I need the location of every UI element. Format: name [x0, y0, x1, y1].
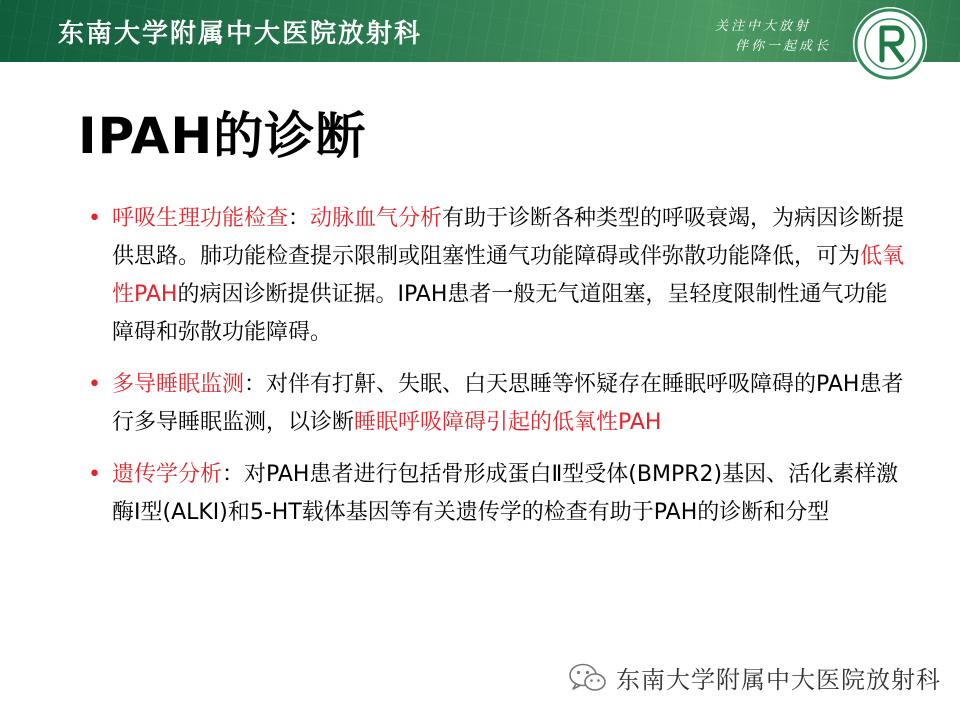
bullet-dot-icon: • — [88, 462, 101, 487]
wechat-icon — [568, 662, 608, 694]
footer-text: 东南大学附属中大医院放射科 — [616, 666, 941, 694]
header-motto-line2: 伴你一起成长 — [735, 39, 832, 54]
header-motto-line1: 关注中大放射 — [715, 19, 812, 34]
bullet-text-segment: ：对PAH患者进行包括骨形成蛋白Ⅱ型受体(BMPR2)基因、活化素样激酶Ⅰ型(ALKI)和5-HT载体基因等有关遗传学的检查有助于PAH的诊断和分型 — [112, 462, 899, 525]
header-title: 东南大学附属中大医院放射科 — [58, 19, 423, 49]
footer-watermark — [568, 660, 941, 695]
bullet-text-segment: 多导睡眠监测 — [112, 372, 245, 397]
hospital-logo-icon — [850, 4, 930, 84]
bullet-dot-icon: • — [88, 206, 101, 231]
bullet-item — [88, 200, 908, 352]
bullet-item — [88, 366, 908, 442]
bullet-text-segment: 低氧性PAH — [112, 244, 905, 307]
bullet-text-segment: ：对伴有打鼾、失眠、白天思睡等怀疑存在睡眠呼吸障碍的PAH患者行多导睡眠监测，以诊断 — [112, 372, 904, 435]
bullet-text-segment: 呼吸生理功能检查 — [112, 206, 289, 231]
header-banner — [0, 0, 960, 62]
bullet-text-segment: ： — [288, 206, 311, 231]
slide-title: IPAH的诊断 — [78, 107, 367, 165]
bullet-list — [88, 200, 908, 546]
bullet-dot-icon: • — [88, 372, 101, 397]
bullet-text-segment: 遗传学分析 — [112, 462, 223, 487]
bullet-text-segment: 有助于诊断各种类型的呼吸衰竭，为病因诊断提供思路。肺功能检查提示限制或阻塞性通气功能障碍或伴弥散功能降低，可为 — [112, 206, 905, 269]
bullet-item — [88, 456, 908, 532]
bullet-text-segment: 的病因诊断提供证据。IPAH患者一般无气道阻塞，呈轻度限制性通气功能障碍和弥散功能障碍。 — [112, 282, 888, 345]
bullet-text-segment: 睡眠呼吸障碍引起的低氧性PAH — [354, 410, 662, 435]
bullet-text-segment: 动脉血气分析 — [310, 206, 443, 231]
